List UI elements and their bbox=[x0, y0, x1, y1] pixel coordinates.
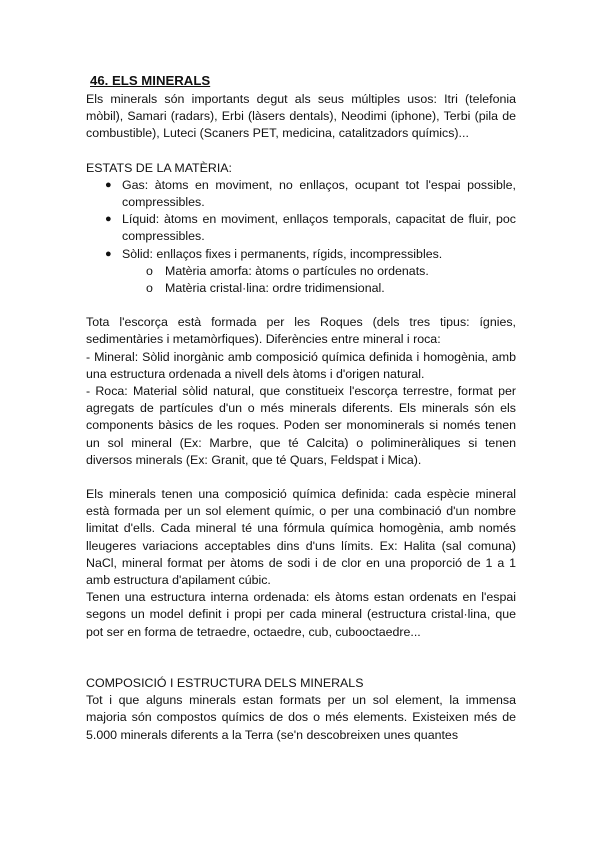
section-heading: COMPOSICIÓ I ESTRUCTURA DELS MINERALS bbox=[86, 675, 364, 690]
list-item bbox=[86, 263, 516, 280]
list-item bbox=[86, 246, 516, 263]
bullet-icon: ● bbox=[105, 247, 112, 260]
solid-sublist bbox=[86, 263, 516, 297]
crust-paragraph: Tota l'escorça està formada per les Roques (dels tres tipus: ígnies, sedimentàries i metamòrfiques). Diferències entre mineral i roca: bbox=[86, 315, 516, 347]
composition-paragraph: Els minerals tenen una composició química definida: cada espècie mineral està formada per un sol element químic, o per una combinació d'un nombre limitat d'ells. Cada mineral té una fórmula química homogènia, amb només lleugeres variacions acceptables dins d'uns límits. Ex: Halita (sal comuna) NaCl, mineral format per àtoms de sodi i de clor en una proporció de 1 a 1 amb estructura d'apilament cúbic. bbox=[86, 487, 516, 588]
intro-paragraph: Els minerals són importants degut als seus múltiples usos: Itri (telefonia mòbil), Samari (radars), Erbi (làsers dentals), Neodimi (iphone), Terbi (pila de combustible), Luteci (Scaners PET, medicina, catalitzadors químics)... bbox=[86, 92, 516, 141]
bullet-icon: ● bbox=[105, 178, 112, 191]
sub-crystalline: Matèria cristal·lina: ordre tridimensional. bbox=[165, 281, 385, 296]
spacer bbox=[86, 297, 516, 314]
rock-definition: - Roca: Material sòlid natural, que constitueix l'escorça terrestre, format per agregats de partícules d'un o més minerals diferents. Els minerals són els components bàsics de les roques. Poden ser monominerals si només tenen un sol mineral (Ex: Marbre, que té Calcita) o polimineràliques si tenen diversos minerals (Ex: Granit, que té Quars, Feldspat i Mica). bbox=[86, 384, 516, 467]
sub-amorphous: Matèria amorfa: àtoms o partícules no ordenats. bbox=[165, 263, 429, 278]
spacer bbox=[86, 143, 516, 160]
document-body bbox=[86, 72, 516, 744]
states-heading: ESTATS DE LA MATÈRIA: bbox=[86, 160, 232, 175]
list-item bbox=[86, 280, 516, 297]
circle-bullet-icon: o bbox=[146, 281, 153, 296]
bullet-icon: ● bbox=[105, 213, 112, 226]
page-title: 46. ELS MINERALS bbox=[90, 73, 211, 88]
list-item bbox=[86, 211, 516, 245]
state-liquid: Líquid: àtoms en moviment, enllaços temporals, capacitat de fluir, poc compressibles. bbox=[122, 212, 516, 244]
spacer bbox=[86, 641, 516, 675]
spacer bbox=[86, 469, 516, 486]
section-paragraph: Tot i que alguns minerals estan formats per un sol element, la immensa majoria són compostos químics de dos o més elements. Existeixen més de 5.000 minerals diferents a la Terra (se'n descobreixen unes quantes bbox=[86, 693, 516, 742]
states-list bbox=[86, 177, 516, 263]
list-item bbox=[86, 177, 516, 211]
structure-paragraph: Tenen una estructura interna ordenada: els àtoms estan ordenats en l'espai segons un model definit i propi per cada mineral (estructura cristal·lina, que pot ser en forma de tetraedre, octaedre, cub, cubooctaedre... bbox=[86, 590, 516, 639]
circle-bullet-icon: o bbox=[146, 263, 153, 278]
state-solid: Sòlid: enllaços fixes i permanents, rígids, incompressibles. bbox=[122, 246, 443, 261]
mineral-definition: - Mineral: Sòlid inorgànic amb composició química definida i homogènia, amb una estructura ordenada a nivell dels àtoms i d'origen natural. bbox=[86, 349, 516, 381]
state-gas: Gas: àtoms en moviment, no enllaços, ocupant tot l'espai possible, compressibles. bbox=[122, 177, 516, 210]
